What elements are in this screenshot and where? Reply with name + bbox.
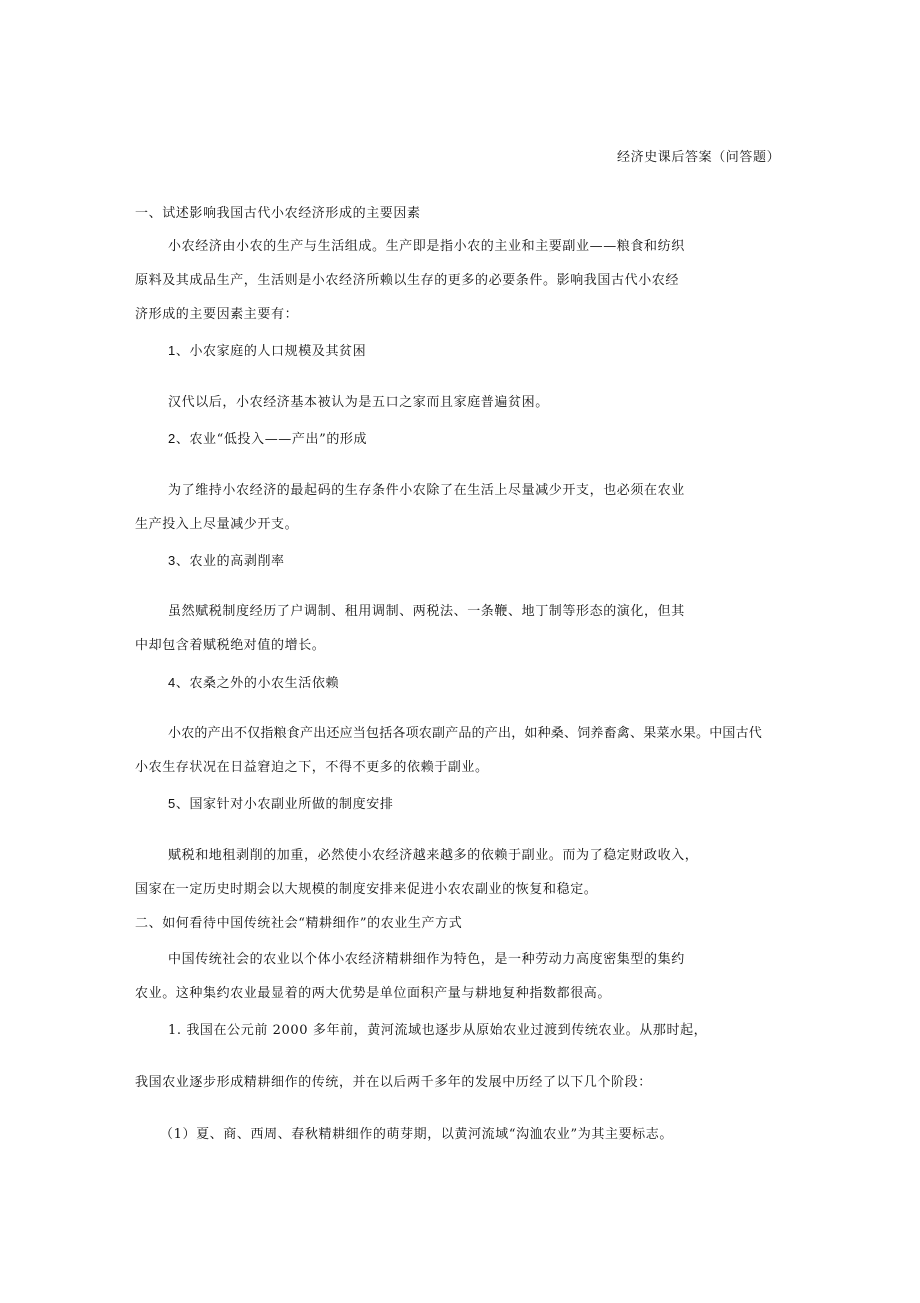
factor-heading-1 [168,343,366,360]
factor-number: 4 [168,675,176,690]
factor-number: 5 [168,796,176,811]
factor-text-4-line-1: 小农的产出不仅指粮食产出还应当包括各项农副产品的产出，如种桑、饲养畜禽、果菜水果。中国古代 [168,726,763,741]
factor-text-5-line-1: 赋税和地租剥削的加重，必然使小农经济越来越多的依赖于副业。而为了稳定财政收入， [168,848,699,863]
q1-intro-line-3: 济形成的主要因素主要有： [135,307,299,322]
factor-heading-5 [168,796,393,813]
q2-point-1-lead: 1. 我国在公元前 2000 多年前，黄河流域也逐步从原始农业过渡到传统农业。从那时起， [168,1023,708,1038]
q2-point-1-cont: 我国农业逐步形成精耕细作的传统，并在以后两千多年的发展中历经了以下几个阶段： [135,1075,652,1090]
factor-text-1-line-1: 汉代以后，小农经济基本被认为是五口之家而且家庭普遍贫困。 [168,395,549,410]
q2-stage-1: （1）夏、商、西周、春秋精耕细作的萌芽期，以黄河流域“沟洫农业”为其主要标志。 [160,1127,673,1142]
factor-text-5-line-2: 国家在一定历史时期会以大规模的制度安排来促进小农农副业的恢复和稳定。 [135,882,598,897]
factor-text-3-line-1: 虽然赋税制度经历了户调制、租用调制、两税法、一条鞭、地丁制等形态的演化，但其 [168,604,685,619]
q1-intro-line-2: 原料及其成品生产，生活则是小农经济所赖以生存的更多的必要条件。影响我国古代小农经 [135,273,680,288]
q1-intro-line-1: 小农经济由小农的生产与生活组成。生产即是指小农的主业和主要副业——粮食和纺织 [168,239,685,254]
factor-number: 1 [168,343,176,358]
section-heading-q1: 一、试述影响我国古代小农经济形成的主要因素 [135,206,421,221]
factor-title: 、国家针对小农副业所做的制度安排 [175,797,394,812]
q2-intro-line-2: 农业。这种集约农业最显着的两大优势是单位面积产量与耕地复种指数都很高。 [135,986,612,1001]
factor-title: 、农业的高剥削率 [175,554,285,569]
section-heading-q2: 二、如何看待中国传统社会“精耕细作”的农业生产方式 [135,916,463,931]
factor-title: 、小农家庭的人口规模及其贫困 [175,344,367,359]
factor-heading-2 [168,431,367,448]
factor-text-2-line-1: 为了维持小农经济的最起码的生存条件小农除了在生活上尽量减少开支，也必须在农业 [168,483,685,498]
document-title: 经济史课后答案（问答题） [617,150,781,165]
factor-text-3-line-2: 中却包含着赋税绝对值的增长。 [135,638,326,653]
factor-number: 2 [168,431,176,446]
factor-heading-4 [168,675,339,692]
factor-title: 、农业“低投入——产出”的形成 [175,432,368,447]
factor-text-4-line-2: 小农生存状况在日益窘迫之下，不得不更多的依赖于副业。 [135,760,489,775]
factor-number: 3 [168,553,176,568]
factor-heading-3 [168,553,285,570]
q2-intro-line-1: 中国传统社会的农业以个体小农经济精耕细作为特色，是一种劳动力高度密集型的集约 [168,952,685,967]
factor-text-2-line-2: 生产投入上尽量减少开支。 [135,517,299,532]
factor-title: 、农桑之外的小农生活依赖 [175,676,340,691]
